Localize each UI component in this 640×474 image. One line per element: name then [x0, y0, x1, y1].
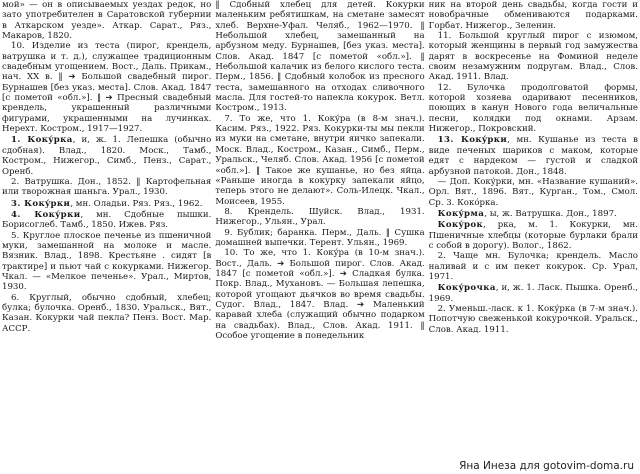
entry-text: 12. Булочка продолговатой формы, которой хозяева одаривают песенников, поющих в канун Нового года величальные песни, колядки под окнами. Арзам. Нижегор., Покровский.: [428, 82, 638, 135]
dictionary-entry: [215, 0, 424, 114]
dictionary-entry: [2, 210, 211, 231]
dictionary-entry: [429, 83, 638, 135]
entry-text: 7. То же, что 1. Кокýра (в 8-м знач.). Касим. Ряз., 1922. Ряз. Кокурки-ты мы пекли из муки на сметане, внутри яичко запекали. Моск. Влад., Костром., Казан., Симб., Перм., Уральск., Челяб. Слов. Акад. 1956 [с пометой «обл.»]. ‖ Такое же кушанье, но без яйца. «Раньше иногда в кокурку запекали яйцо, теперь этого не делают». Соль-Илецк. Чкал., Моисеев, 1955.: [215, 113, 425, 207]
entry-text: 10. Изделие из теста (пирог, крендель, ватрушка и т. д.), служащее традиционным свадебным угощением. Вост., Даль. Прикам., нач. XX в. ‖ ➔ Большой свадебный пирог. Бурнашев [без указ. места]. Слов. Акад. 1847 [с пометой «обл.»]. ‖ ➔ Пресный свадебный крендель, украшенный различными фигурами, украшенными на лучинках. Нерехт. Костром., 1917—1927.: [2, 41, 212, 135]
entry-text: 2. Ватрушка. Дон., 1852. ‖ Картофельная или творожная шаньга. Урал., 1930.: [2, 176, 212, 198]
text-column-3: [429, 0, 638, 474]
dictionary-entry: [429, 304, 638, 335]
entry-text: 11. Большой круглый пирог с изюмом, который женщины в первый год замужества дарят в воскресенье на Фоминой неделе своим незамужним подругам. Влад., Слов. Акад. 1911. Влад.: [428, 31, 638, 83]
dictionary-entry: [429, 283, 638, 304]
entry-text: , мн. Кушанье из теста в виде печеных шариков с маком, которые едят с нардеком — густой и сладкой арбузной патокой. Дон., 1848.: [428, 135, 638, 177]
entry-text: , мн. Оладьи. Ряз. Ряз., 1962.: [70, 198, 203, 209]
dictionary-entry: [429, 209, 638, 219]
dictionary-page: [2, 0, 638, 474]
entry-text: , рка, м. 1. Кокурки, мн. Пшеничные хлебцы (которые бурлаки брали с собой в дорогу). Волог., 1862.: [428, 220, 638, 251]
entry-text: ‖ Сдобный хлебец для детей. Кокурки маленьким ребятишкам, на сметане замесят хлеб. Верхне-Уфал. Челяб., 1962—1970. ‖ Небольшой хлебец, замешанный на арбузном меду. Бурнашев, [без указ. места]. Слов. Акад. 1847 [с пометой «обл.»]. ‖ Небольшой калачик из белого кислого теста. Перм., 1856. ‖ Сдобный колобок из пресного теста, замешанного на отходах сливочного масла. Для гостей-то напекла кокурок. Ветл. Костром., 1913.: [215, 0, 425, 114]
text-column-1: [2, 0, 211, 474]
dictionary-entry: [429, 177, 638, 208]
entry-text: 9. Бублик; баранка. Перм., Даль. ‖ Сушка домашней выпечки. Терент. Ульян., 1969.: [215, 227, 425, 248]
entry-text: 8. Крендель. Шуйск. Влад., 1931. Нижегор., Ульян., Урал.: [215, 206, 425, 228]
dictionary-entry: [2, 293, 211, 334]
dictionary-entry: [429, 31, 638, 83]
entry-text: — Доп. Кокýрки, мн. «Название кушаний». Орл. Вят., 1896. Вят., Курган., Том., Смол. Ср. 3. Кокóрка.: [428, 176, 638, 208]
entry-text: мой» — он в описываемых уездах редок, но зато употребителен в Саратовской губернии в Аткарском уезде». Аткар. Сарат., Ряз., Макаров, 1820.: [2, 0, 212, 42]
dictionary-entry: [215, 114, 424, 207]
dictionary-entry: [215, 248, 424, 341]
dictionary-entry: [215, 228, 424, 249]
entry-headword: 3. Кокýрки: [11, 198, 71, 209]
entry-text: 5. Круглое плоское печенье из пшеничной муки, замешанной на молоке и масле. Вязник. Влад., 1898. Крестьяне . сидят [в трактире] и пьют чай с кокурками. Нижегор. Чкал. — «Мелкое печенье». Урал., Миртов, 1930.: [2, 230, 212, 293]
dictionary-entry: [2, 231, 211, 293]
entry-text: 6. Круглый, обычно сдобный, хлебец; булка; булочка. Оренб., 1830. Уральск., Вят., Казан. Кокурки чай пекла? Пенз. Вост. Мар. АССР.: [2, 292, 212, 334]
dictionary-entry: [2, 199, 211, 209]
entry-headword: Кокýрма: [437, 208, 485, 219]
entry-headword: 13. Кокýрки: [437, 135, 508, 146]
dictionary-entry: [2, 135, 211, 176]
dictionary-entry: [429, 220, 638, 251]
entry-text: 2. Чаще мн. Булочка; крендель. Масло наливай и с им пекет кокурок. Ср. Урал, 1971.: [428, 251, 638, 282]
entry-text: , и, ж. 1. Лепешка (обычно сдобная). Влад., 1820. Моск., Тамб., Костром., Нижегор., Симб., Пенз., Сарат., Оренб.: [2, 135, 212, 177]
entry-headword: Кокýрочка: [437, 283, 496, 294]
text-column-2: [215, 0, 424, 474]
entry-headword: Кокýрок: [437, 220, 484, 231]
dictionary-entry: [429, 0, 638, 31]
entry-headword: 1. Кокýрка: [11, 135, 73, 146]
dictionary-entry: [2, 177, 211, 198]
entry-text: , мн. Сдобные пышки. Борисоглеб. Тамб., 1850. Ижев. Ряз.: [2, 209, 212, 231]
dictionary-entry: [215, 207, 424, 228]
entry-headword: 4. Кокýрки: [11, 209, 81, 220]
watermark: Яна Инеза для gotovim-doma.ru: [459, 460, 634, 472]
dictionary-entry: [2, 41, 211, 134]
dictionary-entry: [2, 0, 211, 41]
entry-text: 10. То же, что 1. Кокýра (в 10-м знач.). Вост., Даль. ➔ Большой пирог. Слов. Акад. 1847 [с пометой «обл.»]. ➔ Сладкая булка. Покр. Влад., Мухановъ. — Большая лепешка, которой угощают дьячков во время свадьбы. Судог. Влад., 1847. Влад. ➔ Маленький каравай хлеба (служащий обычно подарком на свадьбах). Влад., Слов. Акад. 1911. ‖ Особое угощение в понедельник: [215, 248, 425, 341]
entry-text: ник на второй день свадьбы, когда гости и новобрачные обмениваются подарками. Горбат. Нижегор., Зеленин.: [428, 0, 638, 31]
entry-text: , и, ж. 1. Ласк. Пышка. Оренб., 1969.: [428, 283, 638, 304]
dictionary-entry: [429, 251, 638, 282]
entry-text: , ы, ж. Ватрушка. Дон., 1897.: [484, 208, 617, 219]
dictionary-entry: [429, 135, 638, 176]
entry-text: 2. Уменьш.-ласк. к 1. Кокýрка (в 7-м знач.). Попотчую свеженькой кокурочкой. Уральск., Слов. Акад. 1911.: [428, 303, 638, 335]
